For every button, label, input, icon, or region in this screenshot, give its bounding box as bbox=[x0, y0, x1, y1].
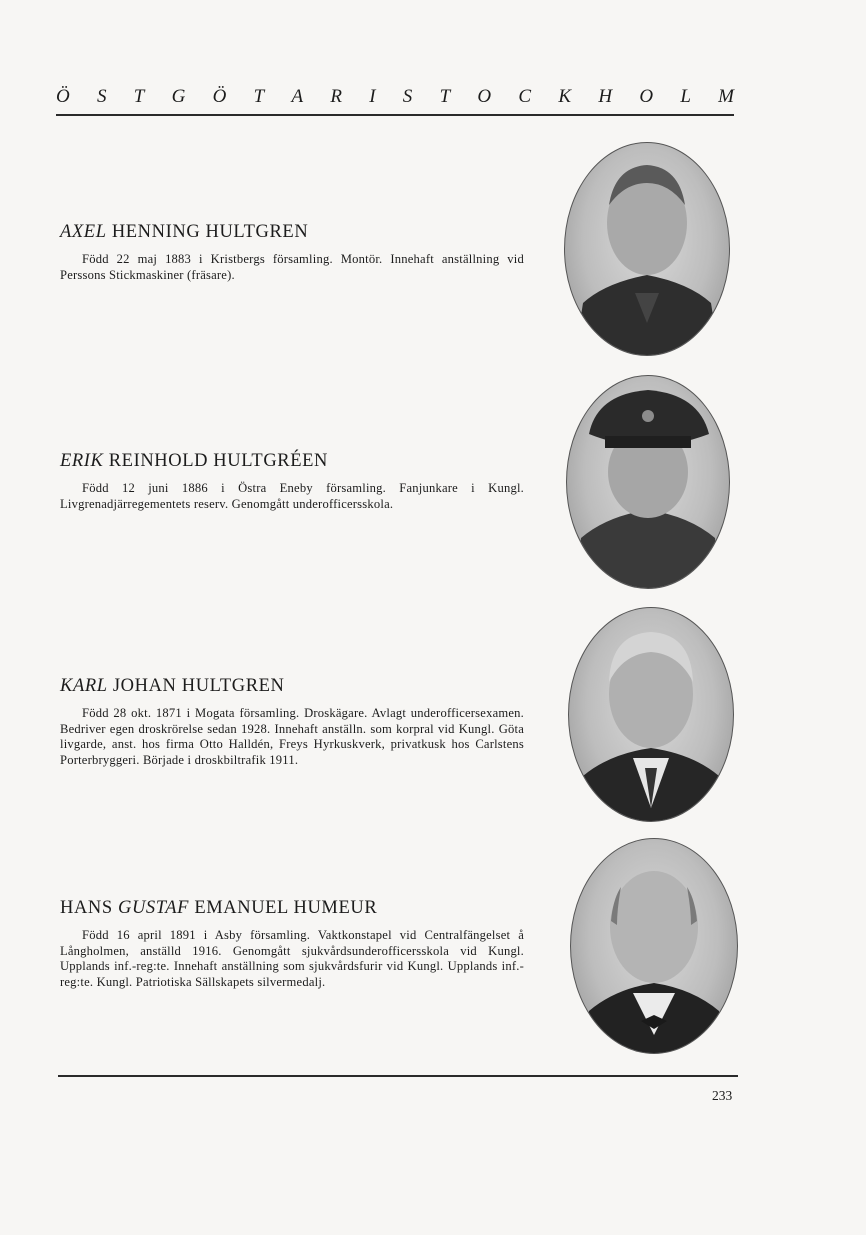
biography-entry bbox=[60, 898, 524, 990]
name-italic: GUSTAF bbox=[118, 898, 190, 918]
running-head-letter: S bbox=[97, 86, 107, 107]
running-head-letter: T bbox=[253, 86, 265, 107]
name-italic: KARL bbox=[60, 676, 108, 696]
name-italic: AXEL bbox=[60, 222, 107, 242]
running-head bbox=[56, 86, 734, 108]
person-bio: Född 12 juni 1886 i Östra Eneby församling. Fanjunkare i Kungl. Livgrenadjärregementets reserv. Genomgått underofficersskola. bbox=[60, 481, 524, 511]
running-head-letter: S bbox=[402, 86, 413, 107]
person-name bbox=[60, 676, 524, 697]
person-name bbox=[60, 222, 524, 243]
portrait-man-icon bbox=[565, 143, 729, 355]
running-head-letter: Ö bbox=[212, 86, 227, 107]
biography-entry bbox=[60, 676, 524, 768]
running-head-letter: Ö bbox=[56, 86, 70, 107]
person-bio: Född 22 maj 1883 i Kristbergs församling. Montör. Innehaft anställning vid Perssons Stickmaskiner (fräsare). bbox=[60, 252, 524, 282]
running-head-letter: K bbox=[558, 86, 572, 107]
person-name bbox=[60, 898, 524, 919]
name-rest: JOHAN HULTGREN bbox=[107, 676, 285, 696]
running-head-letter: T bbox=[439, 86, 451, 107]
name-rest: HENNING HULTGREN bbox=[106, 222, 309, 242]
person-name bbox=[60, 451, 524, 472]
running-head-letter: H bbox=[598, 86, 613, 107]
running-head-letter: M bbox=[718, 86, 734, 107]
portrait-elder-man-icon bbox=[569, 608, 733, 821]
portrait-officer-icon bbox=[567, 376, 729, 588]
running-head-letter: O bbox=[639, 86, 654, 107]
running-head-letter: L bbox=[680, 86, 691, 107]
portrait-photo bbox=[570, 838, 738, 1054]
portrait-photo bbox=[566, 375, 730, 589]
biography-entry bbox=[60, 222, 524, 283]
portrait-photo bbox=[568, 607, 734, 822]
running-head-letter: C bbox=[518, 86, 532, 107]
person-bio: Född 16 april 1891 i Asby församling. Vaktkonstapel vid Centralfängelset å Långholmen, anställd 1916. Genomgått sjukvårdsunderofficersskola vid Kungl. Upplands inf.-reg:te. Innehaft anställning som sjukvårdsfurir vid Kungl. Upplands inf.-reg:te. Kungl. Patriotiska Sällskapets silvermedalj. bbox=[60, 928, 524, 989]
name-italic: ERIK bbox=[60, 451, 104, 471]
running-head-letter: T bbox=[133, 86, 145, 107]
name-rest: EMANUEL HUMEUR bbox=[189, 898, 378, 918]
running-head-letter: G bbox=[171, 86, 186, 107]
header-rule bbox=[56, 114, 734, 116]
footer-rule bbox=[58, 1075, 738, 1077]
person-bio: Född 28 okt. 1871 i Mogata församling. Droskägare. Avlagt underofficersexamen. Bedriver egen droskrörelse sedan 1928. Innehaft anställn. som korpral vid Kungl. Göta livgarde, anst. hos firma Otto Halldén, Freys Hyrkuskverk, privatkusk hos Carlstens Porterbryggeri. Började i droskbiltrafik 1911. bbox=[60, 706, 524, 767]
running-head-letter: O bbox=[477, 86, 492, 107]
name-pre: HANS bbox=[60, 898, 118, 918]
portrait-photo bbox=[564, 142, 730, 356]
running-head-letter: R bbox=[330, 86, 342, 107]
name-rest: REINHOLD HULTGRÉEN bbox=[103, 451, 328, 471]
running-head-letter: I bbox=[369, 86, 376, 107]
portrait-bald-man-icon bbox=[571, 839, 737, 1053]
page-number: 233 bbox=[712, 1088, 733, 1103]
biography-entry bbox=[60, 451, 524, 512]
running-head-letter: A bbox=[291, 86, 304, 107]
